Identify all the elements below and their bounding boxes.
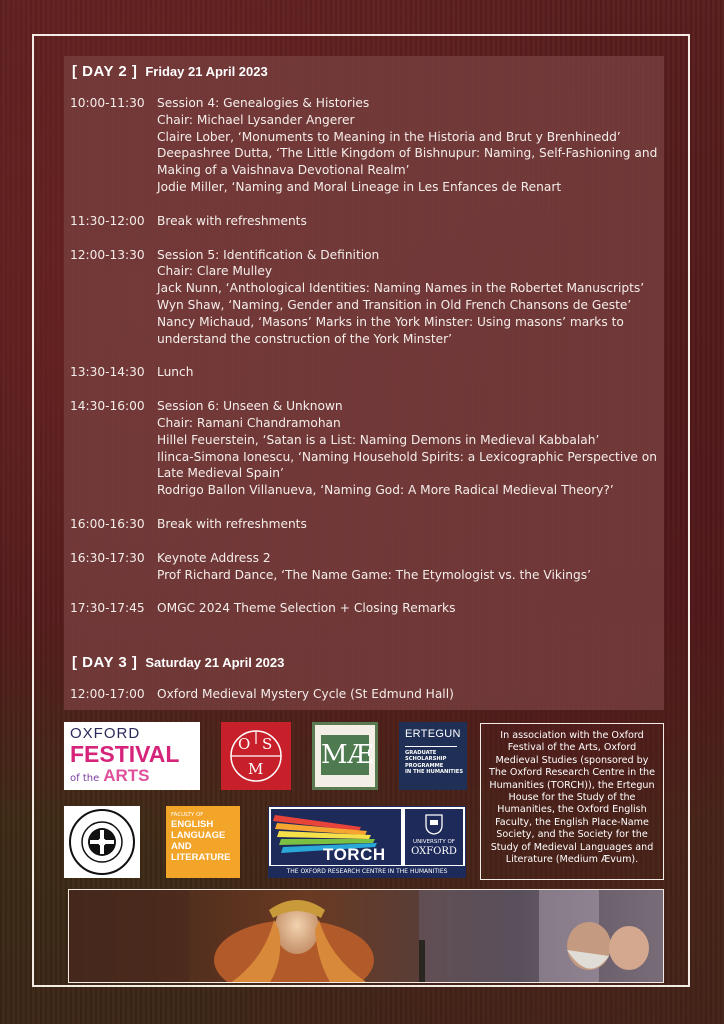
session-line: Break with refreshments	[157, 213, 307, 228]
day3-heading	[72, 654, 284, 671]
session-line: Rodrigo Ballon Villanueva, ‘Naming God: A More Radical Medieval Theory?’	[157, 483, 614, 498]
session-line: Session 5: Identification & Definition	[157, 247, 380, 262]
faculty-english-logo	[166, 806, 240, 878]
osm-o-letter: O	[238, 735, 251, 753]
session-line: Nancy Michaud, ‘Masons’ Marks in the York Minster: Using masons’ marks to	[157, 314, 624, 329]
day2-tag: [ DAY 2 ]	[72, 63, 138, 80]
session-details	[157, 95, 657, 196]
session-line: Chair: Clare Mulley	[157, 264, 273, 279]
oxford-festival-of-the-arts-logo	[64, 722, 200, 790]
session-details	[157, 398, 657, 499]
ertegun-line1: GRADUATE	[405, 750, 437, 756]
session-time: 13:30-14:30	[70, 365, 145, 380]
ertegun-line3: PROGRAMME	[405, 762, 444, 769]
faculty-line3: LANGUAGE	[171, 830, 226, 841]
session-time: 12:00-17:00	[70, 687, 145, 701]
session-line: Hillel Feuerstein, ‘Satan is a List: Naming Demons in Medieval Kabbalah’	[157, 432, 600, 447]
session-line: understand the construction of the York Minster’	[157, 331, 453, 346]
session-line: Prof Richard Dance, ‘The Name Game: The Etymologist vs. the Vikings’	[157, 567, 591, 582]
festival-of-the-text: of the	[70, 773, 100, 784]
session-line: Session 6: Unseen & Unknown	[157, 399, 343, 414]
session-details	[157, 364, 657, 381]
oxford-line1: UNIVERSITY OF	[413, 839, 455, 845]
faculty-line1: FACULTY OF	[171, 812, 204, 818]
session-details	[157, 686, 657, 703]
session-details	[157, 213, 657, 230]
faculty-line4: AND	[171, 841, 192, 852]
festival-oxford-text: OXFORD	[70, 725, 141, 742]
ertegun-name: ERTEGUN	[405, 728, 461, 740]
day2-date: Friday 21 April 2023	[145, 64, 268, 79]
medium-aevum-logo	[312, 722, 378, 790]
session-line: OMGC 2024 Theme Selection + Closing Remarks	[157, 601, 456, 616]
session-time: 16:00-16:30	[70, 517, 145, 531]
painting-illustration	[69, 890, 664, 983]
torch-wordmark: TORCH	[323, 845, 386, 864]
session-details	[157, 600, 657, 617]
oxford-line2: OXFORD	[411, 846, 457, 857]
medieval-painting-banner	[68, 889, 664, 983]
session-details	[157, 516, 657, 533]
ae-mark: MÆ	[321, 735, 369, 775]
day2-heading	[72, 63, 268, 80]
osm-m-letter: M	[248, 760, 264, 778]
faculty-line2: ENGLISH	[171, 819, 214, 830]
oxford-medieval-studies-logo	[221, 722, 291, 790]
oxford-crest-icon	[424, 813, 444, 835]
session-time: 17:30-17:45	[70, 601, 145, 616]
session-line: Wyn Shaw, ‘Naming, Gender and Transition in Old French Chansons de Geste’	[157, 297, 632, 312]
osm-s-letter: S	[262, 735, 273, 753]
session-line: Keynote Address 2	[157, 550, 271, 565]
torch-caption: THE OXFORD RESEARCH CENTRE IN THE HUMANITIES	[269, 866, 465, 878]
place-name-seal-icon	[64, 806, 140, 878]
english-place-name-society-logo	[64, 806, 140, 878]
session-line: Session 4: Genealogies & Histories	[157, 96, 370, 110]
ertegun-line4: IN THE HUMANITIES	[405, 769, 464, 776]
session-time: 14:30-16:00	[70, 399, 145, 414]
session-line: Chair: Ramani Chandramohan	[157, 415, 341, 430]
sponsor-credit-text: In association with the Oxford Festival of the Arts, Oxford Medieval Studies (sponsored by The Oxford Research Centre in the Humanities (TORCH)), the Ertegun House for the Study of the Humanities, the Oxford English Faculty, the English Place-Name Society, and the Society for the Study of Medieval Languages and Literature (Medium Ævum).	[488, 730, 655, 866]
festival-festival-text: FESTIVAL	[70, 741, 180, 767]
session-time: 16:30-17:30	[70, 550, 145, 565]
session-line: Jack Nunn, ‘Anthological Identities: Naming Names in the Robertet Manuscripts’	[157, 281, 645, 296]
session-time: 11:30-12:00	[70, 213, 145, 228]
session-line: Chair: Michael Lysander Angerer	[157, 112, 355, 127]
session-line: Jodie Miller, ‘Naming and Moral Lineage in Les Enfances de Renart	[157, 179, 562, 194]
session-line: Making of a Vaishnava Devotional Realm’	[157, 163, 410, 178]
session-details	[157, 247, 657, 348]
day3-tag: [ DAY 3 ]	[72, 654, 138, 671]
day3-date: Saturday 21 April 2023	[145, 655, 285, 670]
session-line: Late Medieval Spain’	[157, 466, 284, 481]
session-line: Oxford Medieval Mystery Cycle (St Edmund Hall)	[157, 687, 454, 701]
ertegun-logo	[399, 722, 467, 790]
session-line: Lunch	[157, 365, 194, 380]
torch-logo	[268, 806, 466, 878]
session-line: Ilinca-Simona Ionescu, ‘Naming Household Spirits: a Lexicographic Perspective on	[157, 449, 657, 464]
sponsor-credit-box	[480, 723, 664, 880]
session-line: Deepashree Dutta, ‘The Little Kingdom of Bishnupur: Naming, Self-Fashioning and	[157, 146, 658, 161]
osm-ring-icon	[221, 722, 291, 790]
faculty-line5: LITERATURE	[171, 852, 231, 863]
session-time: 12:00-13:30	[70, 247, 145, 262]
festival-arts-text: ARTS	[103, 766, 150, 785]
session-time: 10:00-11:30	[70, 96, 145, 110]
session-line: Break with refreshments	[157, 517, 307, 531]
session-details	[157, 550, 657, 584]
session-line: Claire Lober, ‘Monuments to Meaning in the Historia and Brut y Brenhinedd’	[157, 129, 621, 144]
ertegun-line2: SCHOLARSHIP	[405, 756, 447, 763]
